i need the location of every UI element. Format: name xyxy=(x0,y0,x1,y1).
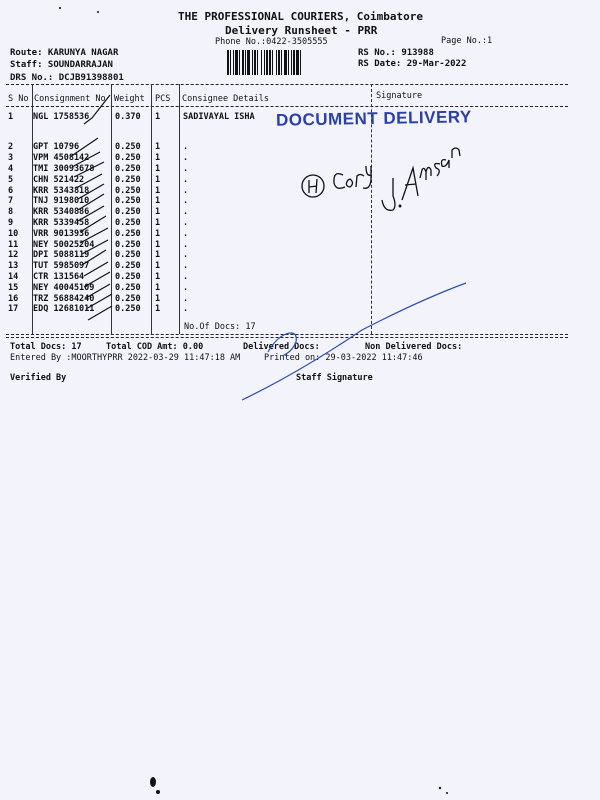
row-consignee-details: . xyxy=(183,250,189,261)
row-pcs: 1 xyxy=(155,207,161,218)
row-weight: 0.250 xyxy=(115,163,141,174)
row-sno: 9 xyxy=(8,217,14,228)
row-weight: 0.250 xyxy=(115,185,141,196)
col-header-pcs: PCS xyxy=(155,94,171,104)
row-sno: 16 xyxy=(8,293,19,304)
row-consignee-details: . xyxy=(183,282,189,293)
row-pcs: 1 xyxy=(155,142,161,153)
row-consignee-details: . xyxy=(183,174,189,185)
row-consignment-no: KRR 5340886 xyxy=(33,207,90,218)
handwritten-note xyxy=(302,166,371,197)
row-consignee-details: . xyxy=(183,271,189,282)
row-sno: 12 xyxy=(8,250,19,261)
total-docs: Total Docs: 17 xyxy=(10,342,82,352)
col-header-sno: S No xyxy=(8,94,29,104)
row-sno: 13 xyxy=(8,261,19,272)
row-consignee-details: . xyxy=(183,304,189,315)
col-header-consignment: Consignment No xyxy=(34,94,106,104)
row-consignment-no: NEY 40045109 xyxy=(33,282,95,293)
row-consignment-no: TMI 30093678 xyxy=(33,163,95,174)
rs-date: RS Date: 29-Mar-2022 xyxy=(358,59,467,69)
col-header-details: Consignee Details xyxy=(182,94,269,104)
rs-number: RS No.: 913988 xyxy=(358,48,434,58)
document-delivery-stamp: DOCUMENT DELIVERY xyxy=(275,107,472,130)
row-weight: 0.250 xyxy=(115,250,141,261)
row-consignment-no: KRR 5343818 xyxy=(33,185,90,196)
row-consignee-details: . xyxy=(183,196,189,207)
row-sno: 3 xyxy=(8,153,14,164)
row-sno: 1 xyxy=(8,112,14,122)
scan-specks xyxy=(59,7,448,794)
row-consignee-details: . xyxy=(183,217,189,228)
page-number: Page No.:1 xyxy=(441,36,493,46)
row-weight: 0.250 xyxy=(115,207,141,218)
row-consignment-no: GPT 10796 xyxy=(33,142,80,153)
row-consignee-details: . xyxy=(183,293,189,304)
row-pcs: 1 xyxy=(155,217,161,228)
row-sno: 8 xyxy=(8,207,14,218)
row-pcs: 1 xyxy=(155,228,161,239)
row-weight: 0.250 xyxy=(115,217,141,228)
row-pcs: 1 xyxy=(155,174,161,185)
row-pcs: 1 xyxy=(155,293,161,304)
row-sno: 10 xyxy=(8,228,19,239)
row-weight: 0.250 xyxy=(115,153,141,164)
row-pcs: 1 xyxy=(155,250,161,261)
row-pcs: 1 xyxy=(155,196,161,207)
row-weight: 0.250 xyxy=(115,282,141,293)
row-pcs: 1 xyxy=(155,304,161,315)
no-of-docs: No.Of Docs: 17 xyxy=(184,322,256,332)
row-weight: 0.250 xyxy=(115,271,141,282)
non-delivered-docs: Non Delivered Docs: xyxy=(365,342,463,352)
row-consignee-details: SADIVAYAL ISHA xyxy=(183,112,255,122)
row-weight: 0.250 xyxy=(115,228,141,239)
row-consignment-no: TRZ 56884240 xyxy=(33,293,95,304)
row-consignment-no: TUT 5985097 xyxy=(33,261,90,272)
row-sno: 11 xyxy=(8,239,19,250)
row-consignee-details: . xyxy=(183,185,189,196)
row-pcs: 1 xyxy=(155,261,161,272)
col-header-weight: Weight xyxy=(114,94,145,104)
row-consignee-details: . xyxy=(183,163,189,174)
row-pcs: 1 xyxy=(155,163,161,174)
row-sno: 14 xyxy=(8,271,19,282)
row-weight: 0.250 xyxy=(115,196,141,207)
signature-ink xyxy=(382,148,460,210)
phone-number: Phone No.:0422-3505555 xyxy=(215,37,328,47)
entered-by: Entered By :MOORTHYPRR 2022-03-29 11:47:18 AM xyxy=(10,353,241,363)
verified-by: Verified By xyxy=(10,373,67,383)
row-consignee-details: . xyxy=(183,207,189,218)
row-consignment-no: TNJ 9198010 xyxy=(33,196,90,207)
blue-ink-loop xyxy=(268,333,296,356)
row-sno: 4 xyxy=(8,163,14,174)
row-consignment-no: CHN 521422 xyxy=(33,174,85,185)
printed-on: Printed on: 29-03-2022 11:47:46 xyxy=(264,353,423,363)
document-title: Delivery Runsheet - PRR xyxy=(225,24,378,37)
row-consignment-no: VPM 4508142 xyxy=(33,153,90,164)
row-sno: 6 xyxy=(8,185,14,196)
row-sno: 2 xyxy=(8,142,14,153)
row-consignment-no: EDQ 12681011 xyxy=(33,304,95,315)
row-consignment-no: NGL 1758536 xyxy=(33,112,90,122)
row-consignment-no: CTR 131564 xyxy=(33,271,85,282)
row-consignment-no: KRR 5339458 xyxy=(33,217,90,228)
total-cod-amount: Total COD Amt: 0.00 xyxy=(106,342,204,352)
row-weight: 0.250 xyxy=(115,261,141,272)
row-consignment-no: VRR 9013936 xyxy=(33,228,90,239)
row-consignee-details: . xyxy=(183,239,189,250)
row-consignment-no: NEY 50025204 xyxy=(33,239,95,250)
row-sno: 5 xyxy=(8,174,14,185)
delivered-docs: Delivered Docs: xyxy=(243,342,320,352)
staff-signature-label: Staff Signature xyxy=(296,373,373,383)
row-pcs: 1 xyxy=(155,282,161,293)
row-sno: 17 xyxy=(8,304,19,315)
route: Route: KARUNYA NAGAR xyxy=(10,48,119,58)
row-pcs: 1 xyxy=(155,112,161,122)
staff: Staff: SOUNDARRAJAN xyxy=(10,60,113,70)
row-weight: 0.250 xyxy=(115,304,141,315)
row-pcs: 1 xyxy=(155,153,161,164)
drs-number: DRS No.: DCJB91398801 xyxy=(10,73,124,83)
row-pcs: 1 xyxy=(155,185,161,196)
row-weight: 0.250 xyxy=(115,142,141,153)
company-name: THE PROFESSIONAL COURIERS, Coimbatore xyxy=(178,10,424,23)
row-consignment-no: DPI 5088119 xyxy=(33,250,90,261)
row-consignee-details: . xyxy=(183,153,189,164)
row-consignee-details: . xyxy=(183,261,189,272)
row-weight: 0.250 xyxy=(115,293,141,304)
row-consignee-details: . xyxy=(183,228,189,239)
row-weight: 0.250 xyxy=(115,239,141,250)
row-pcs: 1 xyxy=(155,271,161,282)
row-weight: 0.370 xyxy=(115,112,141,122)
col-header-signature: Signature xyxy=(376,91,423,101)
row-consignee-details: . xyxy=(183,142,189,153)
tick-marks xyxy=(70,95,112,320)
row-weight: 0.250 xyxy=(115,174,141,185)
row-pcs: 1 xyxy=(155,239,161,250)
row-sno: 7 xyxy=(8,196,14,207)
row-sno: 15 xyxy=(8,282,19,293)
